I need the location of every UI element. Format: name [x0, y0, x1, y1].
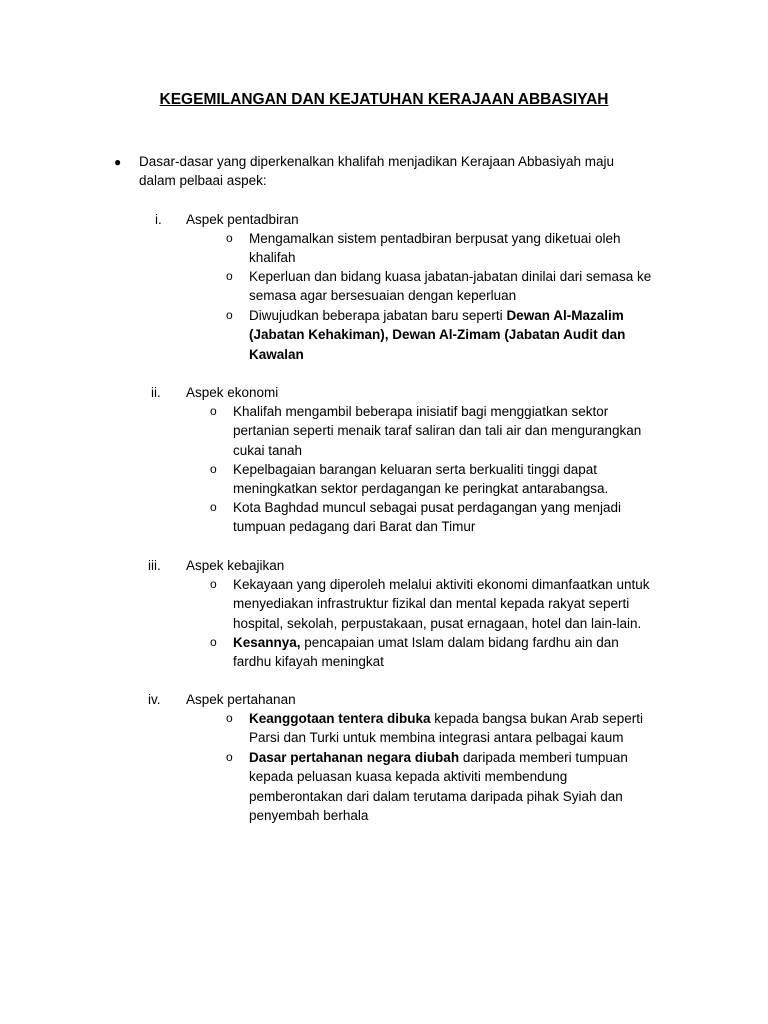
- item-text: Diwujudkan beberapa jabatan baru seperti: [249, 308, 507, 323]
- item-bold-text: Kawalan: [249, 346, 304, 362]
- item-line: Mengamalkan sistem pentadbiran berpusat yang diketuai oleh: [249, 231, 621, 246]
- section-numeral: iii.: [148, 558, 161, 573]
- item-bold-text: (Jabatan Kehakiman), Dewan Al-Zimam (Jabatan Audit dan: [249, 327, 626, 343]
- circle-bullet-icon: o: [226, 711, 233, 725]
- section-heading: Aspek kebajikan: [186, 558, 285, 573]
- item-line: khalifah: [249, 250, 296, 266]
- section-heading: Aspek pertahanan: [186, 692, 296, 707]
- item-line: menyediakan infrastruktur fizikal dan mental kepada rakyat seperti: [233, 596, 630, 612]
- item-line: [249, 306, 689, 325]
- section-numeral: iv.: [148, 692, 161, 707]
- item-line: kepada peluasan kuasa kepada aktiviti membendung: [249, 769, 568, 785]
- item-line: Khalifah mengambil beberapa inisiatif bagi menggiatkan sektor: [233, 404, 609, 419]
- item-line: meningkatkan sektor perdagangan ke peringkat antarabangsa.: [233, 481, 609, 497]
- item-line: tumpuan pedagang dari Barat dan Timur: [233, 519, 476, 535]
- item-line: Kepelbagaian barangan keluaran serta berkualiti tinggi dapat: [233, 462, 598, 477]
- item-bold-text: Dasar pertahanan negara diubah: [249, 750, 460, 765]
- item-line: Kota Baghdad muncul sebagai pusat perdagangan yang menjadi: [233, 500, 622, 515]
- circle-bullet-icon: o: [210, 577, 217, 591]
- circle-bullet-icon: o: [226, 750, 233, 764]
- item-line: fardhu kifayah meningkat: [233, 654, 384, 670]
- page-title: KEGEMILANGAN DAN KEJATUHAN KERAJAAN ABBASIYAH: [159, 91, 609, 108]
- item-line: penyembah berhala: [249, 807, 369, 823]
- item-text: pencapaian umat Islam dalam bidang fardhu ain dan: [300, 635, 619, 650]
- circle-bullet-icon: o: [226, 269, 233, 283]
- item-bold-text: Kesannya,: [233, 635, 301, 650]
- item-line: [249, 748, 679, 767]
- item-line: Kekayaan yang diperoleh melalui aktiviti ekonomi dimanfaatkan untuk: [233, 577, 650, 592]
- item-line: pemberontakan dari dalam terutama daripada pihak Syiah dan: [249, 788, 623, 804]
- intro-line: dalam pelbaai aspek:: [139, 173, 267, 189]
- item-line: semasa agar bersesuaian dengan keperluan: [249, 288, 517, 304]
- section-numeral: i.: [155, 212, 162, 227]
- item-bold-text: Keanggotaan tentera dibuka: [249, 711, 431, 726]
- circle-bullet-icon: o: [210, 635, 217, 649]
- item-line: cukai tanah: [233, 442, 303, 458]
- section-heading: Aspek pentadbiran: [186, 212, 299, 227]
- item-bold-text: Dewan Al-Mazalim: [506, 308, 624, 323]
- item-line: Keperluan dan bidang kuasa jabatan-jabatan dinilai dari semasa ke: [249, 269, 652, 284]
- item-line: [233, 633, 703, 652]
- item-line: Parsi dan Turki untuk membina integrasi antara pelbagai kaum: [249, 730, 624, 746]
- circle-bullet-icon: o: [226, 308, 233, 322]
- item-line: [249, 345, 689, 364]
- item-text: daripada memberi tumpuan: [459, 750, 628, 765]
- circle-bullet-icon: o: [210, 462, 217, 476]
- item-line: pertanian seperti menaik taraf saliran dan tali air dan mengurangkan: [233, 423, 642, 439]
- item-line: [249, 709, 679, 728]
- section-heading: Aspek ekonomi: [186, 385, 279, 400]
- section-numeral: ii.: [151, 385, 161, 400]
- circle-bullet-icon: o: [210, 500, 217, 514]
- intro-paragraph: [139, 152, 679, 191]
- item-line: [249, 325, 689, 344]
- item-line: hospital, sekolah, perpustakaan, pusat ernagaan, hotel dan lain-lain.: [233, 615, 642, 631]
- intro-line: Dasar-dasar yang diperkenalkan khalifah menjadikan Kerajaan Abbasiyah maju: [139, 154, 615, 169]
- item-text: kepada bangsa bukan Arab seperti: [430, 711, 643, 726]
- circle-bullet-icon: o: [210, 404, 217, 418]
- bullet-icon: ●: [114, 155, 122, 169]
- circle-bullet-icon: o: [226, 231, 233, 245]
